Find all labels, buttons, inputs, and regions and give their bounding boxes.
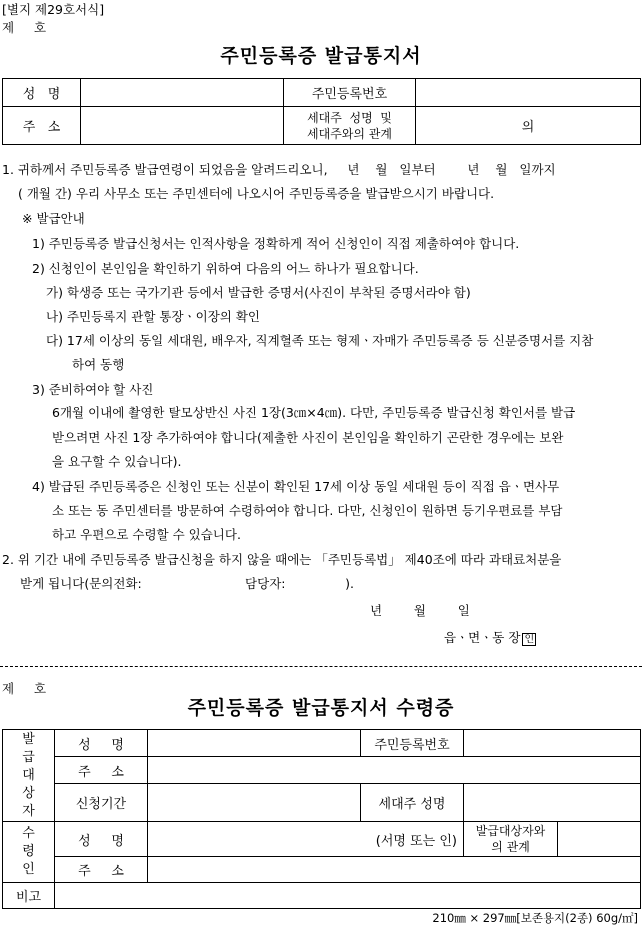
paper-spec-footer: 210㎜ × 297㎜[보존용지(2종) 60g/㎡]	[432, 911, 638, 925]
receipt-title: 주민등록증 발급통지서 수령증	[187, 697, 455, 719]
guide-item-2c-line1: 다) 17세 이상의 동일 세대원, 배우자, 직계혈족 또는 형제ㆍ자매가 주민등록증 등 신분증명서를 지참	[46, 333, 594, 348]
householder-name-label: 세대주 성명	[361, 784, 464, 822]
guide-item-3-line3: 을 요구할 수 있습니다).	[52, 454, 182, 469]
relation-suffix: 의	[521, 120, 535, 135]
address-value-cell[interactable]	[81, 107, 284, 145]
subject-address-label: 주 소	[55, 757, 148, 784]
guide-item-3-line1: 6개월 이내에 촬영한 탈모상반신 사진 1장(3㎝×4㎝). 다만, 주민등록증 발급신청 확인서를 발급	[52, 405, 576, 420]
receipt-table	[2, 729, 641, 909]
receiver-address-value[interactable]	[148, 857, 641, 883]
receiver-label-char: 령	[22, 844, 35, 859]
receiver-label	[3, 822, 55, 883]
subject-label-char: 자	[22, 803, 35, 819]
guide-item-4-line1: 4) 발급된 주민등록증은 신청인 또는 신분이 확인된 17세 이상 동일 세대원 등이 직접 읍ㆍ면사무	[32, 479, 560, 494]
page-title: 주민등록증 발급통지서	[220, 45, 422, 67]
form-label: [별지 제29호서식]	[2, 2, 105, 17]
recipient-info-table	[2, 78, 641, 145]
issue-date: 년 월 일	[370, 603, 470, 618]
subject-name-label: 성 명	[55, 730, 148, 757]
rrn-label: 주민등록번호	[284, 79, 416, 107]
guide-item-2c-line2: 하여 동행	[72, 357, 125, 372]
application-period-label: 신청기간	[55, 784, 148, 822]
householder-name-value[interactable]	[464, 784, 641, 822]
name-label: 성 명	[3, 79, 81, 107]
guide-item-2a: 가) 학생증 또는 국가기관 등에서 발급한 증명서(사진이 부착된 증명서라야 함)	[46, 285, 471, 300]
guide-header: ※ 발급안내	[22, 211, 85, 226]
householder-label-line2: 세대주와의 관계	[307, 126, 392, 141]
subject-label-char: 대	[22, 767, 35, 783]
cut-line	[0, 666, 642, 667]
name-value-cell[interactable]	[81, 79, 284, 107]
guide-item-3-line2: 받으려면 사진 1장 추가하여야 합니다(제출한 사진이 본인임을 확인하기 곤란한 경우에는 보완	[52, 430, 564, 445]
relation-label-line2: 의 관계	[491, 840, 530, 854]
guide-item-4-line2: 소 또는 동 주민센터를 방문하여 수령하여야 합니다. 다만, 신청인이 원하면 등기우편료를 부담	[52, 503, 563, 518]
application-period-value[interactable]	[148, 784, 361, 822]
address-label: 주 소	[3, 107, 81, 145]
relation-label	[464, 822, 558, 857]
relation-label-line1: 발급대상자와	[475, 824, 546, 838]
paragraph-1-line-2: ( 개월 간) 우리 사무소 또는 주민센터에 나오시어 주민등록증을 발급받으시기 바랍니다.	[18, 186, 495, 201]
paragraph-2-line-1: 2. 위 기간 내에 주민등록증 발급신청을 하지 않을 때에는 「주민등록법」 제40조에 따라 과태료처분을	[2, 552, 562, 567]
subject-rrn-label: 주민등록번호	[361, 730, 464, 757]
receiver-name-label: 성 명	[55, 822, 148, 857]
subject-label-char: 발	[22, 731, 35, 747]
subject-label-char: 급	[22, 749, 35, 765]
householder-label-line1: 세대주 성명 및	[307, 110, 392, 125]
seal-icon: 인	[524, 634, 535, 645]
subject-label	[3, 730, 55, 822]
householder-label	[284, 107, 416, 145]
subject-rrn-value[interactable]	[464, 730, 641, 757]
householder-relation-cell[interactable]	[416, 107, 641, 145]
receipt-number: 제 호	[2, 681, 47, 696]
relation-value[interactable]	[558, 822, 641, 857]
subject-label-char: 상	[22, 785, 35, 801]
receiver-address-label: 주 소	[55, 857, 148, 883]
paragraph-2-line-2: 받게 됩니다(문의전화: 담당자: ).	[20, 576, 354, 591]
guide-item-1: 1) 주민등록증 발급신청서는 인적사항을 정확하게 적어 신청인이 직접 제출하여야 합니다.	[32, 236, 520, 251]
rrn-value-cell[interactable]	[416, 79, 641, 107]
signature-label: (서명 또는 인)	[375, 833, 457, 849]
remarks-value[interactable]	[55, 883, 641, 909]
remarks-label: 비고	[3, 883, 55, 909]
issuer-signature	[444, 628, 536, 646]
document-number: 제 호	[2, 20, 47, 35]
receiver-signature-cell[interactable]	[148, 822, 464, 857]
issuer-title: 읍ㆍ면ㆍ동 장	[444, 630, 521, 645]
guide-item-2b: 나) 주민등록지 관할 통장ㆍ이장의 확인	[46, 309, 260, 324]
guide-item-2: 2) 신청인이 본인임을 확인하기 위하여 다음의 어느 하나가 필요합니다.	[32, 261, 419, 276]
guide-item-4-line3: 하고 우편으로 수령할 수 있습니다.	[52, 527, 241, 542]
paragraph-1-line-1: 1. 귀하께서 주민등록증 발급연령이 되었음을 알려드리오니, 년 월 일부터 년 월 일까지	[2, 162, 556, 177]
receiver-label-char: 인	[22, 862, 35, 877]
guide-item-3: 3) 준비하여야 할 사진	[32, 382, 154, 397]
receiver-label-char: 수	[22, 826, 35, 841]
subject-address-value[interactable]	[148, 757, 641, 784]
subject-name-value[interactable]	[148, 730, 361, 757]
